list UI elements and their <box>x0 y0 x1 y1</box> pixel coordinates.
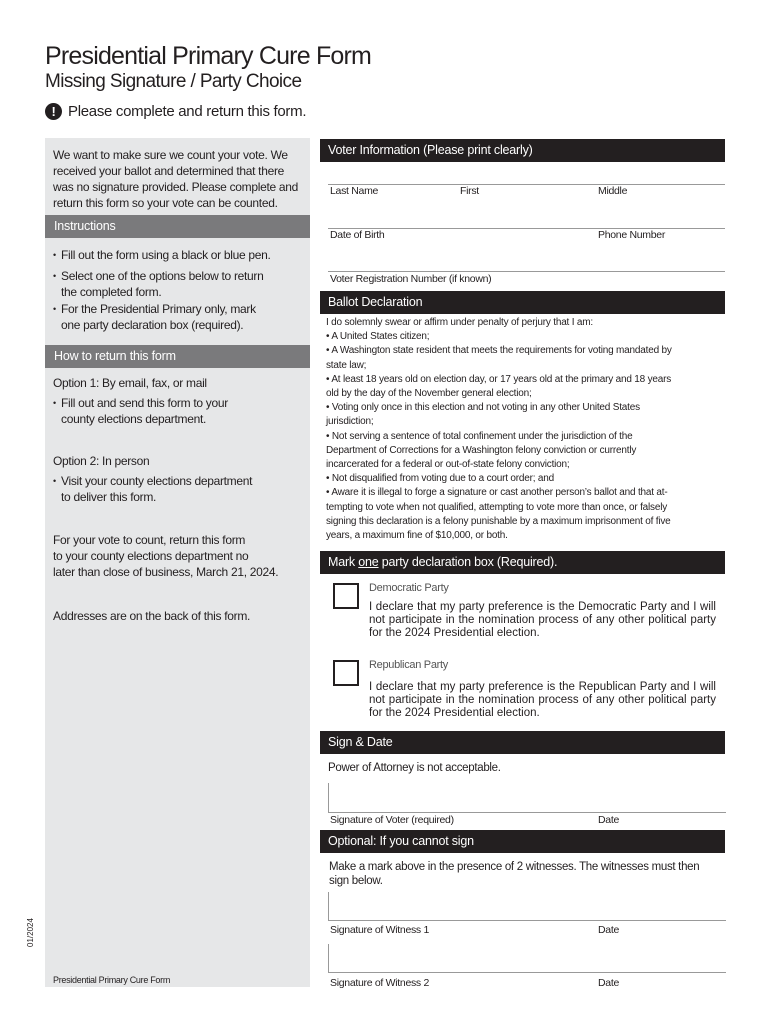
democratic-party-label: Democratic Party <box>369 582 449 594</box>
option1-item: • Fill out and send this form to your <box>53 395 228 411</box>
last-name-label: Last Name <box>330 185 379 197</box>
instructions-header: Instructions <box>45 215 310 238</box>
party-title-underlined: one <box>358 555 379 569</box>
voter-date-label: Date <box>598 814 619 826</box>
republican-party-label: Republican Party <box>369 659 448 671</box>
name-line[interactable] <box>328 184 725 185</box>
intro-line: received your ballot and determined that there <box>53 164 285 178</box>
option1-item-cont: county elections department. <box>61 412 207 426</box>
witness1-date-label: Date <box>598 924 619 936</box>
voter-info-header: Voter Information (Please print clearly) <box>320 139 725 162</box>
decl-line: • Voting only once in this election and not voting in any other United States <box>326 402 640 414</box>
how-to-return-header: How to return this form <box>45 345 310 368</box>
form-version-code: 01/2024 <box>26 918 35 947</box>
republican-party-checkbox[interactable] <box>333 660 359 686</box>
voter-signature-field[interactable] <box>328 783 726 813</box>
first-name-label: First <box>460 185 479 197</box>
decl-line: • Not serving a sentence of total confinement under the jurisdiction of the <box>326 430 633 442</box>
option2-title: Option 2: In person <box>53 454 150 468</box>
witness1-signature-label: Signature of Witness 1 <box>330 924 430 936</box>
deadline-line: to your county elections department no <box>53 549 249 563</box>
registration-line[interactable] <box>328 271 725 272</box>
witness2-date-label: Date <box>598 977 619 989</box>
instruction-item: • Fill out the form using a black or blue pen. <box>53 247 271 263</box>
decl-line: I do solemnly swear or affirm under penalty of perjury that I am: <box>326 317 593 328</box>
intro-line: return this form so your vote can be counted. <box>53 196 278 210</box>
decl-line: tempting to vote when not qualified, attempting to vote more than once, or falsely <box>326 501 668 513</box>
decl-line: • At least 18 years old on election day, or 17 years old at the primary and 18 years <box>326 373 672 385</box>
poa-note: Power of Attorney is not acceptable. <box>328 762 501 774</box>
registration-label: Voter Registration Number (if known) <box>330 273 492 285</box>
decl-line: • A Washington state resident that meets the requirements for voting mandated by <box>326 345 672 357</box>
option1-title: Option 1: By email, fax, or mail <box>53 376 207 390</box>
decl-line: signing this declaration is a felony punishable by a maximum imprisonment of five <box>326 515 671 527</box>
sidebar <box>45 138 310 987</box>
ballot-declaration-header: Ballot Declaration <box>320 291 725 314</box>
witness2-signature-label: Signature of Witness 2 <box>330 977 430 989</box>
witness2-signature-field[interactable] <box>328 944 726 973</box>
form-title: Presidential Primary Cure Form <box>45 42 372 70</box>
dob-phone-line[interactable] <box>328 228 725 229</box>
dob-label: Date of Birth <box>330 229 385 241</box>
option2-item-cont: to deliver this form. <box>61 490 157 504</box>
optional-instructions <box>329 860 699 888</box>
sign-date-header: Sign & Date <box>320 731 725 754</box>
intro-line: was no signature provided. Please complete and <box>53 180 299 194</box>
witness1-signature-field[interactable] <box>328 892 726 921</box>
instruction-item-cont: the completed form. <box>61 285 162 299</box>
sidebar-footer: Presidential Primary Cure Form <box>53 975 171 985</box>
optional-header: Optional: If you cannot sign <box>320 830 725 853</box>
notice <box>45 103 306 120</box>
democratic-party-checkbox[interactable] <box>333 583 359 609</box>
optional-line: Make a mark above in the presence of 2 witnesses. The witnesses must then <box>329 861 700 873</box>
party-title-pre: Mark <box>328 555 359 569</box>
sidebar-intro <box>53 147 298 211</box>
republican-party-declaration: I declare that my party preference is the Republican Party and I will not participate in the nomination process of any other political party for the 2024 Presidential election. <box>369 681 716 719</box>
option2-item: • Visit your county elections department <box>53 473 252 489</box>
optional-line: sign below. <box>329 875 383 887</box>
addresses-note: Addresses are on the back of this form. <box>53 609 251 623</box>
democratic-party-declaration: I declare that my party preference is the Democratic Party and I will not participate in the nomination process of any other political party for the 2024 Presidential election. <box>369 601 716 639</box>
decl-line: • Not disqualified from voting due to a court order; and <box>326 473 554 485</box>
middle-name-label: Middle <box>598 185 628 197</box>
decl-line: incarcerated for a federal or out-of-state felony conviction; <box>326 459 570 471</box>
notice-text: Please complete and return this form. <box>68 103 307 120</box>
decl-line: years, a maximum fine of $10,000, or both. <box>326 530 508 542</box>
instruction-item: • Select one of the options below to return <box>53 268 264 284</box>
deadline-line: For your vote to count, return this form <box>53 533 246 547</box>
phone-label: Phone Number <box>598 229 666 241</box>
party-declaration-header <box>320 551 725 574</box>
decl-line: • A United States citizen; <box>326 331 430 343</box>
intro-line: We want to make sure we count your vote. We <box>53 148 288 162</box>
decl-line: Department of Corrections for a Washington felony conviction or currently <box>326 444 637 456</box>
exclamation-icon: ! <box>45 103 62 120</box>
deadline-line: later than close of business, March 21, 2024. <box>53 565 279 579</box>
party-title-post: party declaration box (Required). <box>378 555 558 569</box>
decl-line: old by the day of the November general election; <box>326 388 532 400</box>
decl-line: • Aware it is illegal to forge a signature or cast another person’s ballot and that at- <box>326 487 668 499</box>
ballot-declaration-text <box>326 316 726 543</box>
instruction-item: • For the Presidential Primary only, mark <box>53 301 256 317</box>
decl-line: state law; <box>326 359 367 371</box>
deadline-text <box>53 532 278 580</box>
decl-line: jurisdiction; <box>326 416 374 428</box>
form-subtitle: Missing Signature / Party Choice <box>45 71 302 92</box>
instruction-item-cont: one party declaration box (required). <box>61 318 244 332</box>
voter-signature-label: Signature of Voter (required) <box>330 814 454 826</box>
